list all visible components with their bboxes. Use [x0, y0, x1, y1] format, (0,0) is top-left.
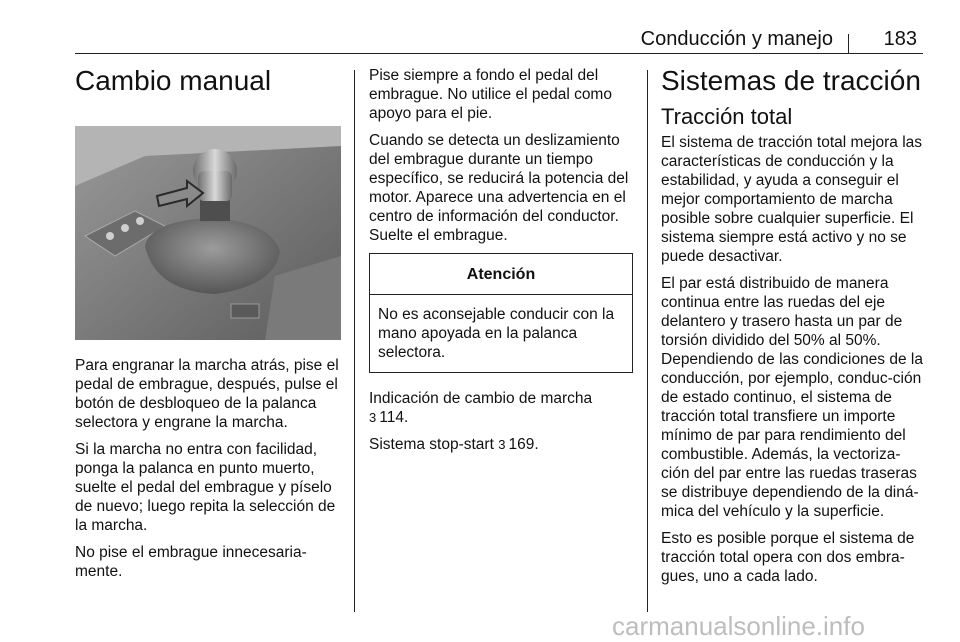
section-heading-traction: Sistemas de tracción [661, 65, 921, 96]
caution-title: Atención [370, 254, 632, 295]
gear-shift-photo [75, 126, 341, 340]
reference-text: Sistema stop-start [369, 436, 494, 453]
paragraph: El par está distribuido de manera continua entre las ruedas del eje delantero y trasero hasta un par de torsión dividido del 50% al 50%. Dependiendo de las condiciones de la conducción, por ejemplo, conduc-ción de estado continuo, el sistema de tracción total transfiere un importe mínimo de par para rendimiento del combustible. Además, la vectoriza-ción del par entre las ruedas traseras se distribuye dependiendo de la diná-mica del vehículo y la superficie. [661, 275, 923, 520]
column-divider-1 [354, 70, 355, 612]
left-column [75, 64, 341, 589]
reference-text: Indicación de cambio de marcha [369, 390, 593, 407]
middle-column [369, 66, 633, 462]
page-header [75, 24, 923, 52]
caution-body: No es aconsejable conducir con la mano apoyada en la palanca selectora. [378, 306, 615, 361]
right-column [661, 64, 927, 594]
reference-arrow-icon: 3 [369, 410, 377, 425]
subheading-awd: Tracción total [661, 104, 793, 129]
watermark: carmanualsonline.info [612, 611, 865, 641]
paragraph: Cuando se detecta un deslizamiento del embrague durante un tiempo específico, se reducirá la potencia del motor. Aparece una advertencia en el centro de información del conductor. Suelte el embrague. [369, 132, 629, 244]
reference-page: 169. [508, 436, 539, 453]
reference-arrow-icon: 3 [498, 437, 506, 452]
header-title: Conducción y manejo [640, 28, 833, 50]
cross-reference[interactable] [369, 389, 633, 427]
caution-box [369, 253, 633, 373]
column-divider-2 [647, 70, 648, 612]
section-heading-manual: Cambio manual [75, 65, 272, 96]
header-divider [848, 34, 849, 54]
paragraph: Esto es posible porque el sistema de tracción total opera con dos embra-gues, uno a cada lado. [661, 530, 915, 585]
header-rule [75, 53, 923, 54]
cross-reference[interactable] [369, 435, 633, 454]
paragraph: Para engranar la marcha atrás, pise el pedal de embrague, después, pulse el botón de desbloqueo de la palanca selectora y engrane la marcha. [75, 357, 339, 431]
paragraph: Pise siempre a fondo el pedal del embrague. No utilice el pedal como apoyo para el pie. [369, 67, 612, 122]
page-number: 183 [883, 28, 917, 50]
paragraph: El sistema de tracción total mejora las características de conducción y la estabilidad, y ayuda a conseguir el mejor comportamiento de marcha posible sobre cualquier superficie. El sistema siempre está activo y no se puede desactivar. [661, 134, 923, 265]
reference-page: 114. [379, 409, 409, 426]
paragraph: No pise el embrague innecesaria-mente. [75, 544, 307, 580]
paragraph: Si la marcha no entra con facilidad, ponga la palanca en punto muerto, suelte el pedal del embrague y píselo de nuevo; luego repita la selección de la marcha. [75, 441, 336, 534]
